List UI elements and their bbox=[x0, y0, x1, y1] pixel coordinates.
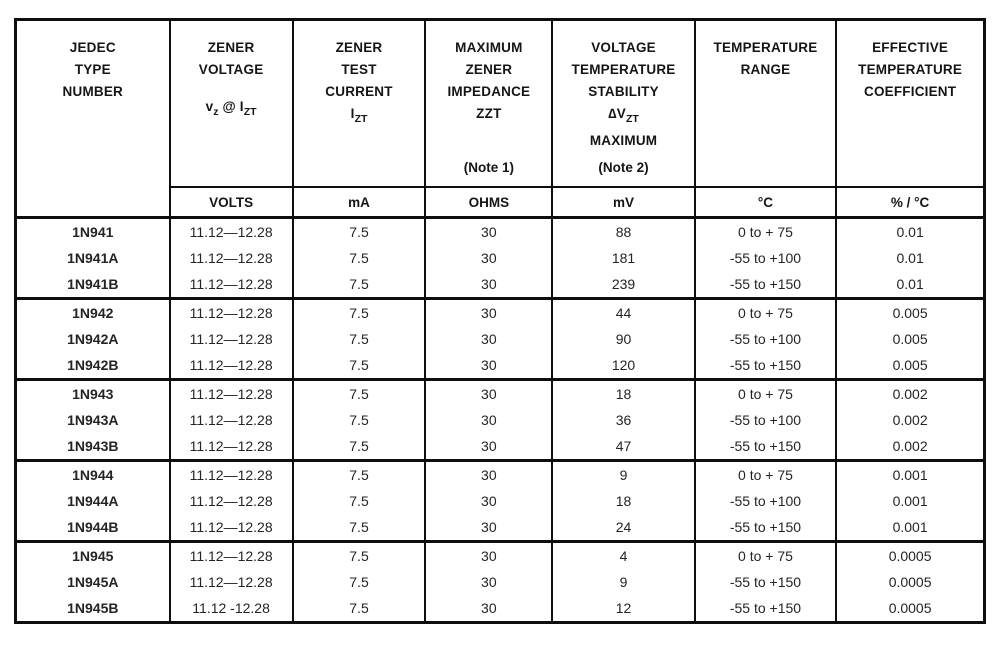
type-number-cell: 1N944A bbox=[16, 488, 170, 514]
table-row bbox=[16, 218, 985, 246]
zener-spec-table bbox=[14, 18, 986, 624]
value-cell: 0.0005 bbox=[836, 569, 984, 595]
value-cell: 4 bbox=[552, 542, 694, 570]
table-row bbox=[16, 380, 985, 408]
value-cell: 0 to + 75 bbox=[695, 299, 836, 327]
value-cell: 47 bbox=[552, 433, 694, 461]
value-cell: 11.12—12.28 bbox=[170, 407, 293, 433]
value-cell: 0.002 bbox=[836, 407, 984, 433]
unit-voltage-temperature-stability: mV bbox=[552, 187, 694, 218]
value-cell: 30 bbox=[425, 218, 552, 246]
value-cell: -55 to +150 bbox=[695, 569, 836, 595]
value-cell: 0.01 bbox=[836, 271, 984, 299]
table-row bbox=[16, 433, 985, 461]
value-cell: 7.5 bbox=[293, 461, 426, 489]
type-number-cell: 1N943 bbox=[16, 380, 170, 408]
header-text-line: IMPEDANCE bbox=[447, 84, 531, 99]
value-cell: 7.5 bbox=[293, 433, 426, 461]
header-text-line: RANGE bbox=[740, 62, 791, 77]
unit-effective-temperature-coefficient: % / °C bbox=[836, 187, 984, 218]
value-cell: 120 bbox=[552, 352, 694, 380]
header-title-row bbox=[16, 20, 985, 188]
header-text-line: VOLTAGE bbox=[198, 62, 264, 77]
value-cell: 7.5 bbox=[293, 299, 426, 327]
value-cell: 0.01 bbox=[836, 245, 984, 271]
type-number-cell: 1N944B bbox=[16, 514, 170, 542]
value-cell: 11.12—12.28 bbox=[170, 488, 293, 514]
column-note: (Note 1) bbox=[463, 160, 514, 175]
value-cell: 0.001 bbox=[836, 514, 984, 542]
value-cell: 7.5 bbox=[293, 218, 426, 246]
header-text-line: STABILITY bbox=[588, 84, 659, 99]
table-row bbox=[16, 271, 985, 299]
value-cell: -55 to +100 bbox=[695, 488, 836, 514]
value-cell: 181 bbox=[552, 245, 694, 271]
row-group-5 bbox=[16, 542, 985, 623]
type-number-cell: 1N942 bbox=[16, 299, 170, 327]
type-number-cell: 1N941A bbox=[16, 245, 170, 271]
unit-temperature-range: °C bbox=[695, 187, 836, 218]
table-row bbox=[16, 488, 985, 514]
column-header-zener-voltage bbox=[170, 20, 293, 188]
column-note: (Note 2) bbox=[598, 160, 649, 175]
value-cell: 0.002 bbox=[836, 433, 984, 461]
value-cell: 0 to + 75 bbox=[695, 380, 836, 408]
value-cell: -55 to +100 bbox=[695, 407, 836, 433]
header-text-line: $\Delta V_{ZT}$ bbox=[608, 106, 639, 125]
column-header-temperature-range bbox=[695, 20, 836, 188]
value-cell: 18 bbox=[552, 380, 694, 408]
value-cell: 7.5 bbox=[293, 569, 426, 595]
value-cell: -55 to +100 bbox=[695, 326, 836, 352]
value-cell: 0.0005 bbox=[836, 595, 984, 623]
unit-zener-voltage: VOLTS bbox=[170, 187, 293, 218]
value-cell: 12 bbox=[552, 595, 694, 623]
value-cell: 7.5 bbox=[293, 595, 426, 623]
column-header-zener-test-current bbox=[293, 20, 426, 188]
value-cell: 239 bbox=[552, 271, 694, 299]
row-group-1 bbox=[16, 218, 985, 299]
value-cell: 11.12—12.28 bbox=[170, 218, 293, 246]
value-cell: 7.5 bbox=[293, 326, 426, 352]
value-cell: 18 bbox=[552, 488, 694, 514]
value-cell: 11.12—12.28 bbox=[170, 514, 293, 542]
value-cell: 11.12—12.28 bbox=[170, 326, 293, 352]
value-cell: 0 to + 75 bbox=[695, 461, 836, 489]
value-cell: 30 bbox=[425, 245, 552, 271]
header-text-line: MAXIMUM bbox=[455, 40, 523, 55]
table-row bbox=[16, 514, 985, 542]
value-cell: 0.005 bbox=[836, 352, 984, 380]
header-text-line: TEMPERATURE bbox=[858, 62, 963, 77]
header-text-line: JEDEC bbox=[69, 40, 116, 55]
value-cell: -55 to +150 bbox=[695, 595, 836, 623]
type-number-cell: 1N945 bbox=[16, 542, 170, 570]
column-header-jedec-type-number bbox=[16, 20, 170, 218]
table-row bbox=[16, 326, 985, 352]
row-group-3 bbox=[16, 380, 985, 461]
header-text-line: $v_z$ @ $I_{ZT}$ bbox=[205, 99, 257, 118]
value-cell: 11.12—12.28 bbox=[170, 271, 293, 299]
header-text-line: TEMPERATURE bbox=[713, 40, 818, 55]
value-cell: 30 bbox=[425, 299, 552, 327]
value-cell: 11.12—12.28 bbox=[170, 461, 293, 489]
table-row bbox=[16, 407, 985, 433]
value-cell: 30 bbox=[425, 271, 552, 299]
row-group-2 bbox=[16, 299, 985, 380]
header-text-line: CURRENT bbox=[325, 84, 393, 99]
header-text-line: ZENER bbox=[335, 40, 383, 55]
value-cell: 7.5 bbox=[293, 352, 426, 380]
value-cell: -55 to +150 bbox=[695, 433, 836, 461]
header-text-line: COEFFICIENT bbox=[864, 84, 957, 99]
value-cell: 9 bbox=[552, 461, 694, 489]
value-cell: 7.5 bbox=[293, 514, 426, 542]
value-cell: 11.12—12.28 bbox=[170, 299, 293, 327]
value-cell: 11.12—12.28 bbox=[170, 542, 293, 570]
value-cell: -55 to +150 bbox=[695, 271, 836, 299]
value-cell: 0.002 bbox=[836, 380, 984, 408]
table-header bbox=[16, 20, 985, 218]
value-cell: 36 bbox=[552, 407, 694, 433]
table-row bbox=[16, 569, 985, 595]
table-row bbox=[16, 299, 985, 327]
value-cell: 30 bbox=[425, 461, 552, 489]
value-cell: 0.01 bbox=[836, 218, 984, 246]
header-text-line: TYPE bbox=[74, 62, 111, 77]
value-cell: 7.5 bbox=[293, 542, 426, 570]
value-cell: 30 bbox=[425, 352, 552, 380]
header-text-line: TEMPERATURE bbox=[571, 62, 676, 77]
value-cell: 30 bbox=[425, 595, 552, 623]
type-number-cell: 1N945B bbox=[16, 595, 170, 623]
subscript-text: ZT bbox=[354, 113, 368, 125]
column-header-maximum-zener-impedance bbox=[425, 20, 552, 188]
header-text-line: ZENER bbox=[465, 62, 513, 77]
header-text-line: $I_{ZT}$ bbox=[350, 106, 368, 125]
value-cell: 0.001 bbox=[836, 488, 984, 514]
value-cell: 30 bbox=[425, 407, 552, 433]
table-row bbox=[16, 542, 985, 570]
subscript-text: ZT bbox=[243, 106, 257, 118]
value-cell: 7.5 bbox=[293, 488, 426, 514]
header-text-line: VOLTAGE bbox=[591, 40, 656, 55]
type-number-cell: 1N941 bbox=[16, 218, 170, 246]
value-cell: 0.0005 bbox=[836, 542, 984, 570]
type-number-cell: 1N942A bbox=[16, 326, 170, 352]
table-row bbox=[16, 352, 985, 380]
column-header-effective-temperature-coefficient bbox=[836, 20, 984, 188]
table-row bbox=[16, 245, 985, 271]
header-text-line: NUMBER bbox=[62, 84, 123, 99]
value-cell: 11.12—12.28 bbox=[170, 352, 293, 380]
value-cell: 30 bbox=[425, 326, 552, 352]
type-number-cell: 1N942B bbox=[16, 352, 170, 380]
column-header-voltage-temperature-stability bbox=[552, 20, 694, 188]
value-cell: 9 bbox=[552, 569, 694, 595]
value-cell: 0.005 bbox=[836, 326, 984, 352]
unit-maximum-zener-impedance: OHMS bbox=[425, 187, 552, 218]
value-cell: 0 to + 75 bbox=[695, 218, 836, 246]
subscript-text: ZT bbox=[625, 113, 639, 125]
subscript-text: z bbox=[213, 106, 219, 118]
table-row bbox=[16, 595, 985, 623]
value-cell: -55 to +150 bbox=[695, 352, 836, 380]
value-cell: -55 to +100 bbox=[695, 245, 836, 271]
header-text-line: EFFECTIVE bbox=[872, 40, 949, 55]
value-cell: 11.12—12.28 bbox=[170, 380, 293, 408]
row-group-4 bbox=[16, 461, 985, 542]
value-cell: 0 to + 75 bbox=[695, 542, 836, 570]
value-cell: 7.5 bbox=[293, 407, 426, 433]
value-cell: 0.001 bbox=[836, 461, 984, 489]
value-cell: -55 to +150 bbox=[695, 514, 836, 542]
value-cell: 11.12—12.28 bbox=[170, 569, 293, 595]
value-cell: 30 bbox=[425, 542, 552, 570]
value-cell: 24 bbox=[552, 514, 694, 542]
unit-zener-test-current: mA bbox=[293, 187, 426, 218]
type-number-cell: 1N944 bbox=[16, 461, 170, 489]
type-number-cell: 1N941B bbox=[16, 271, 170, 299]
table-row bbox=[16, 461, 985, 489]
type-number-cell: 1N943A bbox=[16, 407, 170, 433]
header-text-line: ZZT bbox=[476, 106, 502, 121]
value-cell: 11.12—12.28 bbox=[170, 245, 293, 271]
value-cell: 11.12—12.28 bbox=[170, 433, 293, 461]
value-cell: 30 bbox=[425, 488, 552, 514]
type-number-cell: 1N943B bbox=[16, 433, 170, 461]
value-cell: 44 bbox=[552, 299, 694, 327]
header-text-line: ZENER bbox=[207, 40, 255, 55]
value-cell: 7.5 bbox=[293, 380, 426, 408]
value-cell: 88 bbox=[552, 218, 694, 246]
value-cell: 7.5 bbox=[293, 245, 426, 271]
type-number-cell: 1N945A bbox=[16, 569, 170, 595]
value-cell: 90 bbox=[552, 326, 694, 352]
header-text-line: TEST bbox=[341, 62, 377, 77]
value-cell: 11.12 -12.28 bbox=[170, 595, 293, 623]
value-cell: 30 bbox=[425, 380, 552, 408]
header-text-line: MAXIMUM bbox=[589, 133, 658, 148]
value-cell: 0.005 bbox=[836, 299, 984, 327]
value-cell: 30 bbox=[425, 569, 552, 595]
value-cell: 30 bbox=[425, 433, 552, 461]
value-cell: 7.5 bbox=[293, 271, 426, 299]
value-cell: 30 bbox=[425, 514, 552, 542]
